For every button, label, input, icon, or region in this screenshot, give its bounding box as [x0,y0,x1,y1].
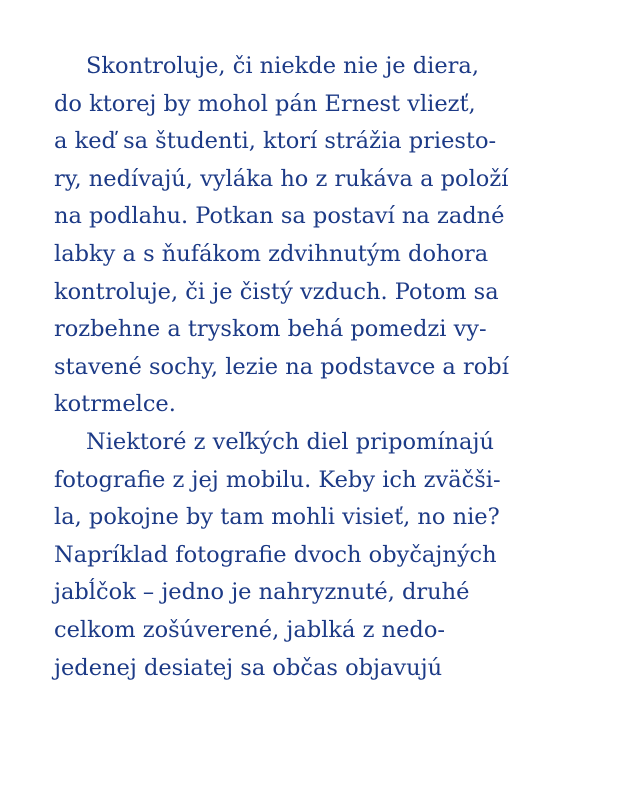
body-text [54,48,594,687]
text-line: Skontroluje, či niekde nie je diera, [86,53,480,79]
text-line: fotografie z jej mobilu. Keby ich zväčši- [54,466,501,493]
text-line: kotrmelce. [54,391,176,418]
text-line: celkom zošúverené, jablká z nedo- [54,616,445,643]
text-line: a keď sa študenti, ktorí strážia priesto- [54,128,497,155]
paragraph-1 [54,48,594,424]
text-line: na podlahu. Potkan sa postaví na zadné [54,203,505,230]
text-line: jabĺčok – jedno je nahryznuté, druhé [54,579,470,606]
text-line: jedenej desiatej sa občas objavujú [54,654,443,681]
text-line: kontroluje, či je čistý vzduch. Potom sa [54,278,499,305]
text-line: stavené sochy, lezie na podstavce a robí [54,353,509,380]
text-line: rozbehne a tryskom behá pomedzi vy- [54,316,487,343]
text-line: do ktorej by mohol pán Ernest vliezť, [54,90,476,117]
paragraph-2 [54,424,594,687]
text-line: ry, nedívajú, vyláka ho z rukáva a položí [54,165,509,192]
text-line: la, pokojne by tam mohli visieť, no nie? [54,504,500,531]
text-line: labky a s ňufákom zdvihnutým dohora [54,240,489,267]
text-line: Niektoré z veľkých diel pripomínajú [86,428,494,455]
text-line: Napríklad fotografie dvoch obyčajných [54,541,497,568]
